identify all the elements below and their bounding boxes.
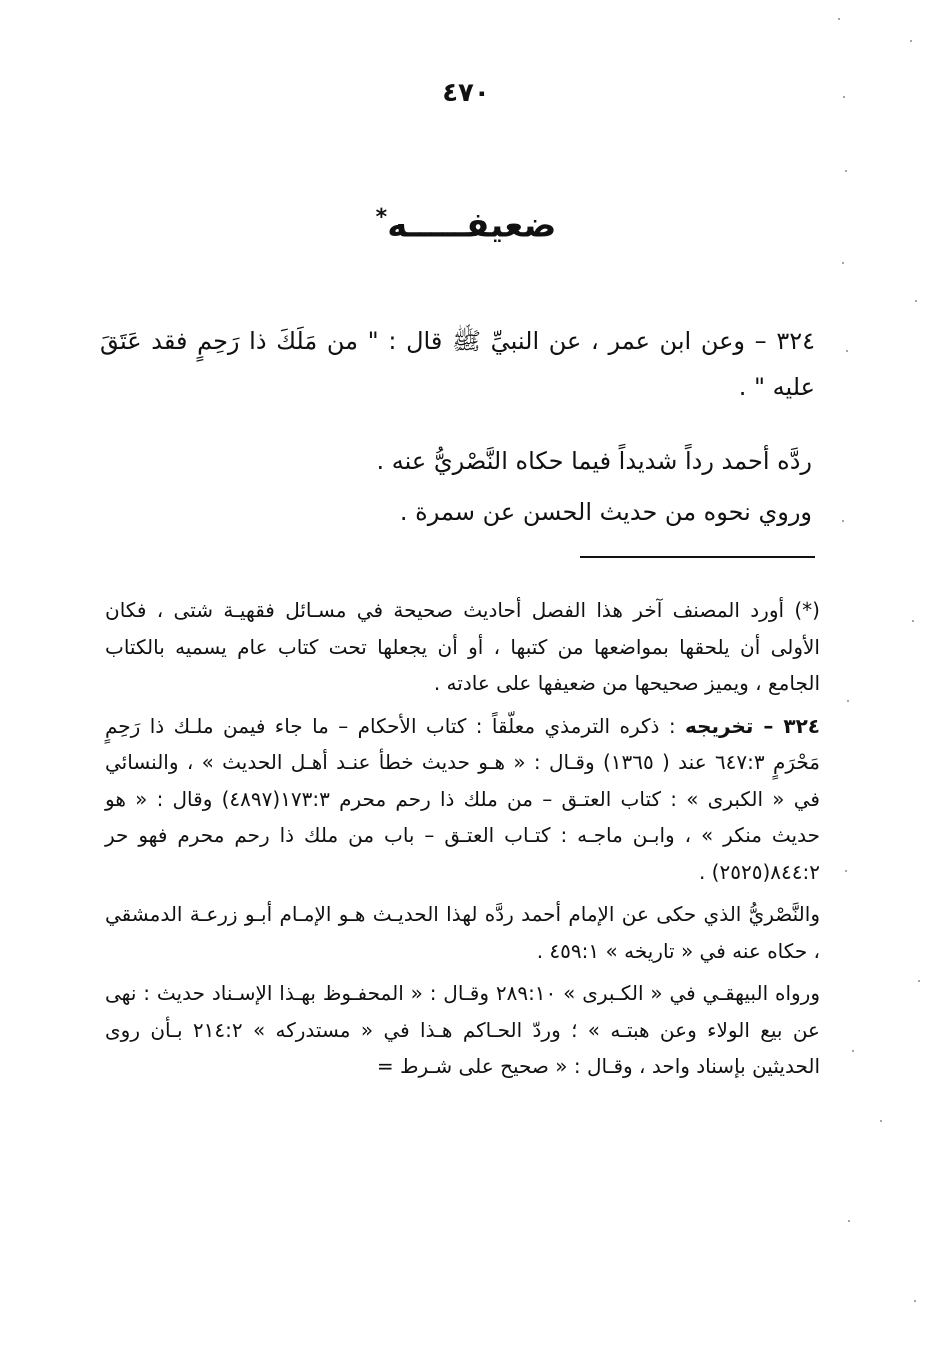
takhrij-label: ٣٢٤ – تخريجه	[684, 713, 821, 738]
footnote-marker: *	[375, 205, 388, 230]
chapter-title-text: ضعيفـــــه	[387, 205, 557, 246]
scan-speckle	[838, 18, 840, 20]
scan-speckle	[847, 700, 849, 702]
takhrij-text: : ذكره الترمذي معلّقاً : كتاب الأحكام – ما جاء فيمن ملـك ذا رَحِمٍ مَحْرَمٍ ٦٤٧:٣ عند ( ١٣٦٥) وقـال : « هـو حديث خطأ عنـد أهـل الحديث » ، والنسائي في « الكبرى » : كتاب العتـق – من ملك ذا رحم محرم ١٧٣:٣(٤٨٩٧) وقال : « هو حديث منكر » ، وابـن ماجـه : كتـاب العتـق – باب من ملك ذا رحم محرم فهو حر ٨٤٤:٢(٢٥٢٥) .	[105, 713, 821, 884]
footnote-general: (*) أورد المصنف آخر هذا الفصل أحاديث صحيحة في مسـائل فقهيـة شتى ، فكان الأولى أن يلحقها بمواضعها من كتبها ، أو أن يجعلها تحت كتاب عام يسميه بالكتاب الجامع ، ويميز صحيحها من ضعيفها على عادته .	[105, 598, 820, 695]
scan-speckle	[845, 870, 847, 872]
scan-speckle	[846, 350, 848, 352]
scan-speckle	[910, 40, 912, 42]
scan-speckle	[912, 620, 914, 622]
chapter-title	[0, 205, 932, 245]
footnote-bayhaqi: ورواه البيهقـي في « الكـبرى » ٢٨٩:١٠ وقـال : « المحفـوظ بهـذا الإسـناد حديث : نهى عن بيع الولاء وعن هبتـه » ؛ وردّ الحـاكم هـذا في « مستدركه » ٢١٤:٢ بـأن روى الحديثين بإسناد واحد ، وقـال : « صحيح على شـرط =	[105, 981, 820, 1078]
scan-speckle	[915, 300, 917, 302]
scan-speckle	[848, 1220, 850, 1222]
footnote-takhrij	[105, 708, 820, 891]
scan-speckle	[842, 520, 844, 522]
footnote-divider	[580, 556, 815, 558]
scan-speckle	[914, 1300, 916, 1302]
scan-speckle	[852, 1050, 854, 1052]
footnotes-section	[105, 592, 820, 1091]
footnote-nasri: والنَّصْريُّ الذي حكى عن الإمام أحمد ردَّه لهذا الحديـث هـو الإمـام أبـو زرعـة الدمشقي ، حكاه عنه في « تاريخه » ٤٥٩:١ .	[105, 902, 820, 963]
scan-speckle	[918, 980, 920, 982]
hadith-note-1: ردَّه أحمد رداً شديداً فيما حكاه النَّصْريُّ عنه .	[376, 447, 812, 475]
hadith-text: ٣٢٤ – وعن ابن عمر ، عن النبيِّ ﷺ قال : " من مَلَكَ ذا رَحِمٍ فقد عَتَقَ عليه " .	[100, 327, 815, 401]
scan-speckle	[842, 262, 844, 264]
hadith-note-2: وروي نحوه من حديث الحسن عن سمرة .	[399, 498, 812, 526]
scan-speckle	[880, 1120, 882, 1122]
scan-speckle	[845, 170, 847, 172]
page-number: ٤٧٠	[442, 78, 490, 108]
